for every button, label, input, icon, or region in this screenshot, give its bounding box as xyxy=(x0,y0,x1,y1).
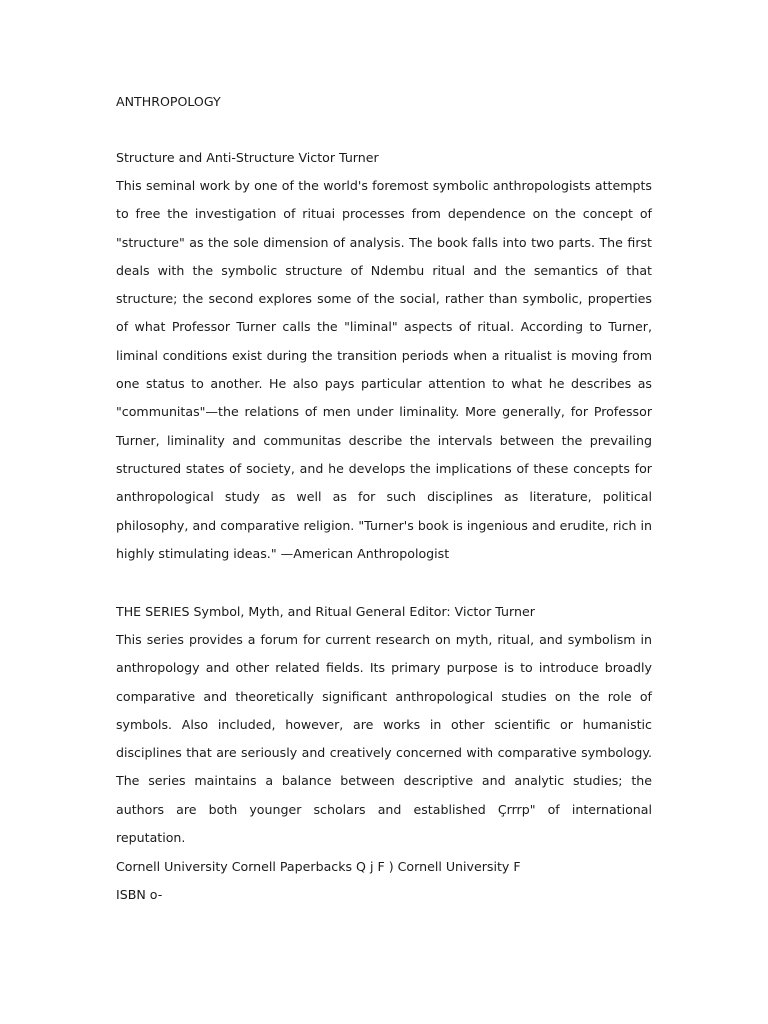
series-description-paragraph: This series provides a forum for current research on myth, ritual, and symbolism in anthropology and other related fields. Its primary purpose is to introduce broadly comparative and theoretically significant anthropological studies on the role of symbols. Also included, however, are works in other scientific or humanistic disciplines that are seriously and creatively concerned with comparative symbology. The series maintains a balance between descriptive and analytic studies; the authors are both younger scholars and established Çrrrp" of international reputation. xyxy=(116,632,652,846)
section-heading: ANTHROPOLOGY xyxy=(116,94,221,109)
book-description-paragraph: This seminal work by one of the world's foremost symbolic anthropologists attempts to free the investigation of rituai processes from dependence on the concept of "structure" as the sole dimension of analysis. The book falls into two parts. The first deals with the symbolic structure of Ndembu ritual and the semantics of that structure; the second explores some of the social, rather than symbolic, properties of what Professor Turner calls the "liminal" aspects of ritual. According to Turner, liminal conditions exist during the transition periods when a ritualist is moving from one status to another. He also pays particular attention to what he describes as "communitas"—the relations of men under liminality. More generally, for Professor Turner, liminality and communitas describe the intervals between the prevailing structured states of society, and he develops the implications of these concepts for anthropological study as well as for such disciplines as literature, political philosophy, and comparative religion. "Turner's book is ingenious and erudite, rich in highly stimulating ideas." —American Anthropologist xyxy=(116,178,652,561)
isbn-line: ISBN o- xyxy=(116,887,163,902)
series-title-line: THE SERIES Symbol, Myth, and Ritual General Editor: Victor Turner xyxy=(116,604,535,619)
book-title-line: Structure and Anti-Structure Victor Turner xyxy=(116,150,379,165)
publisher-line: Cornell University Cornell Paperbacks Q j F ) Cornell University F xyxy=(116,859,521,874)
